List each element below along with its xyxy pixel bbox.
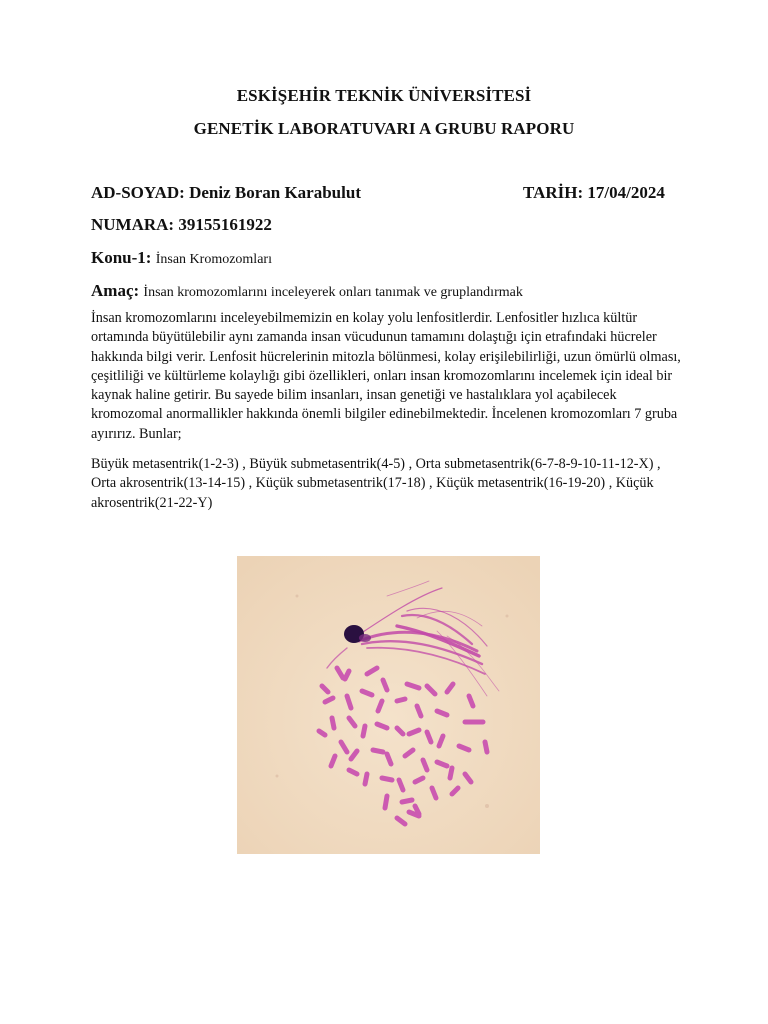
- university-title: ESKİŞEHİR TEKNİK ÜNİVERSİTESİ: [236, 86, 532, 105]
- topic-label: Konu-1:: [91, 248, 152, 267]
- date-value: 17/04/2024: [587, 183, 665, 202]
- report-title: GENETİK LABORATUVARI A GRUBU RAPORU: [193, 119, 575, 138]
- name-field: [91, 183, 361, 203]
- aim-value: İnsan kromozomlarını inceleyerek onları tanımak ve gruplandırmak: [143, 285, 523, 300]
- aim-field: [91, 281, 523, 301]
- number-value: 39155161922: [178, 215, 272, 234]
- topic-field: [91, 248, 272, 268]
- intro-paragraph: İnsan kromozomlarını inceleyebilmemizin en kolay yolu lenfositlerdir. Lenfositler hızlıca kültür ortamında büyütülebilir aynı zamanda insan vücudunun tamamını dolaştığı için etrafındaki hücreler hakkında bilgi verir. Lenfosit hücrelerinin mitozla bölünmesi, kolay erişilebilirliği, uzun ömürlü olması, çeşitliliği ve kültürleme kolaylığı gibi özellikleri, onları insan kromozomlarını incelemek için ideal bir kaynak haline getirir. Bu sayede bilim insanları, insan genetiği ve hastalıklara yol açabilecek kromozomal anormallikler hakkında önemli bilgiler edinebilmektedir. İncelenen kromozomları 7 gruba ayırırız. Bunlar;: [91, 310, 681, 442]
- topic-value: İnsan Kromozomları: [155, 252, 272, 267]
- groups-paragraph: Büyük metasentrik(1-2-3) , Büyük submetasentrik(4-5) , Orta submetasentrik(6-7-8-9-10-11-12-X) , Orta akrosentrik(13-14-15) , Küçük submetasentrik(17-18) , Küçük metasentrik(16-19-20) , Küçük akrosentrik(21-22-Y): [91, 456, 661, 511]
- chromosome-micrograph: [237, 556, 540, 854]
- date-field: [523, 183, 665, 203]
- name-value: Deniz Boran Karabulut: [189, 183, 361, 202]
- aim-label: Amaç:: [91, 281, 140, 300]
- number-label: NUMARA:: [91, 215, 175, 234]
- name-label: AD-SOYAD:: [91, 183, 185, 202]
- micrograph-background: [237, 556, 540, 854]
- date-label: TARİH:: [523, 183, 584, 202]
- number-field: [91, 215, 272, 235]
